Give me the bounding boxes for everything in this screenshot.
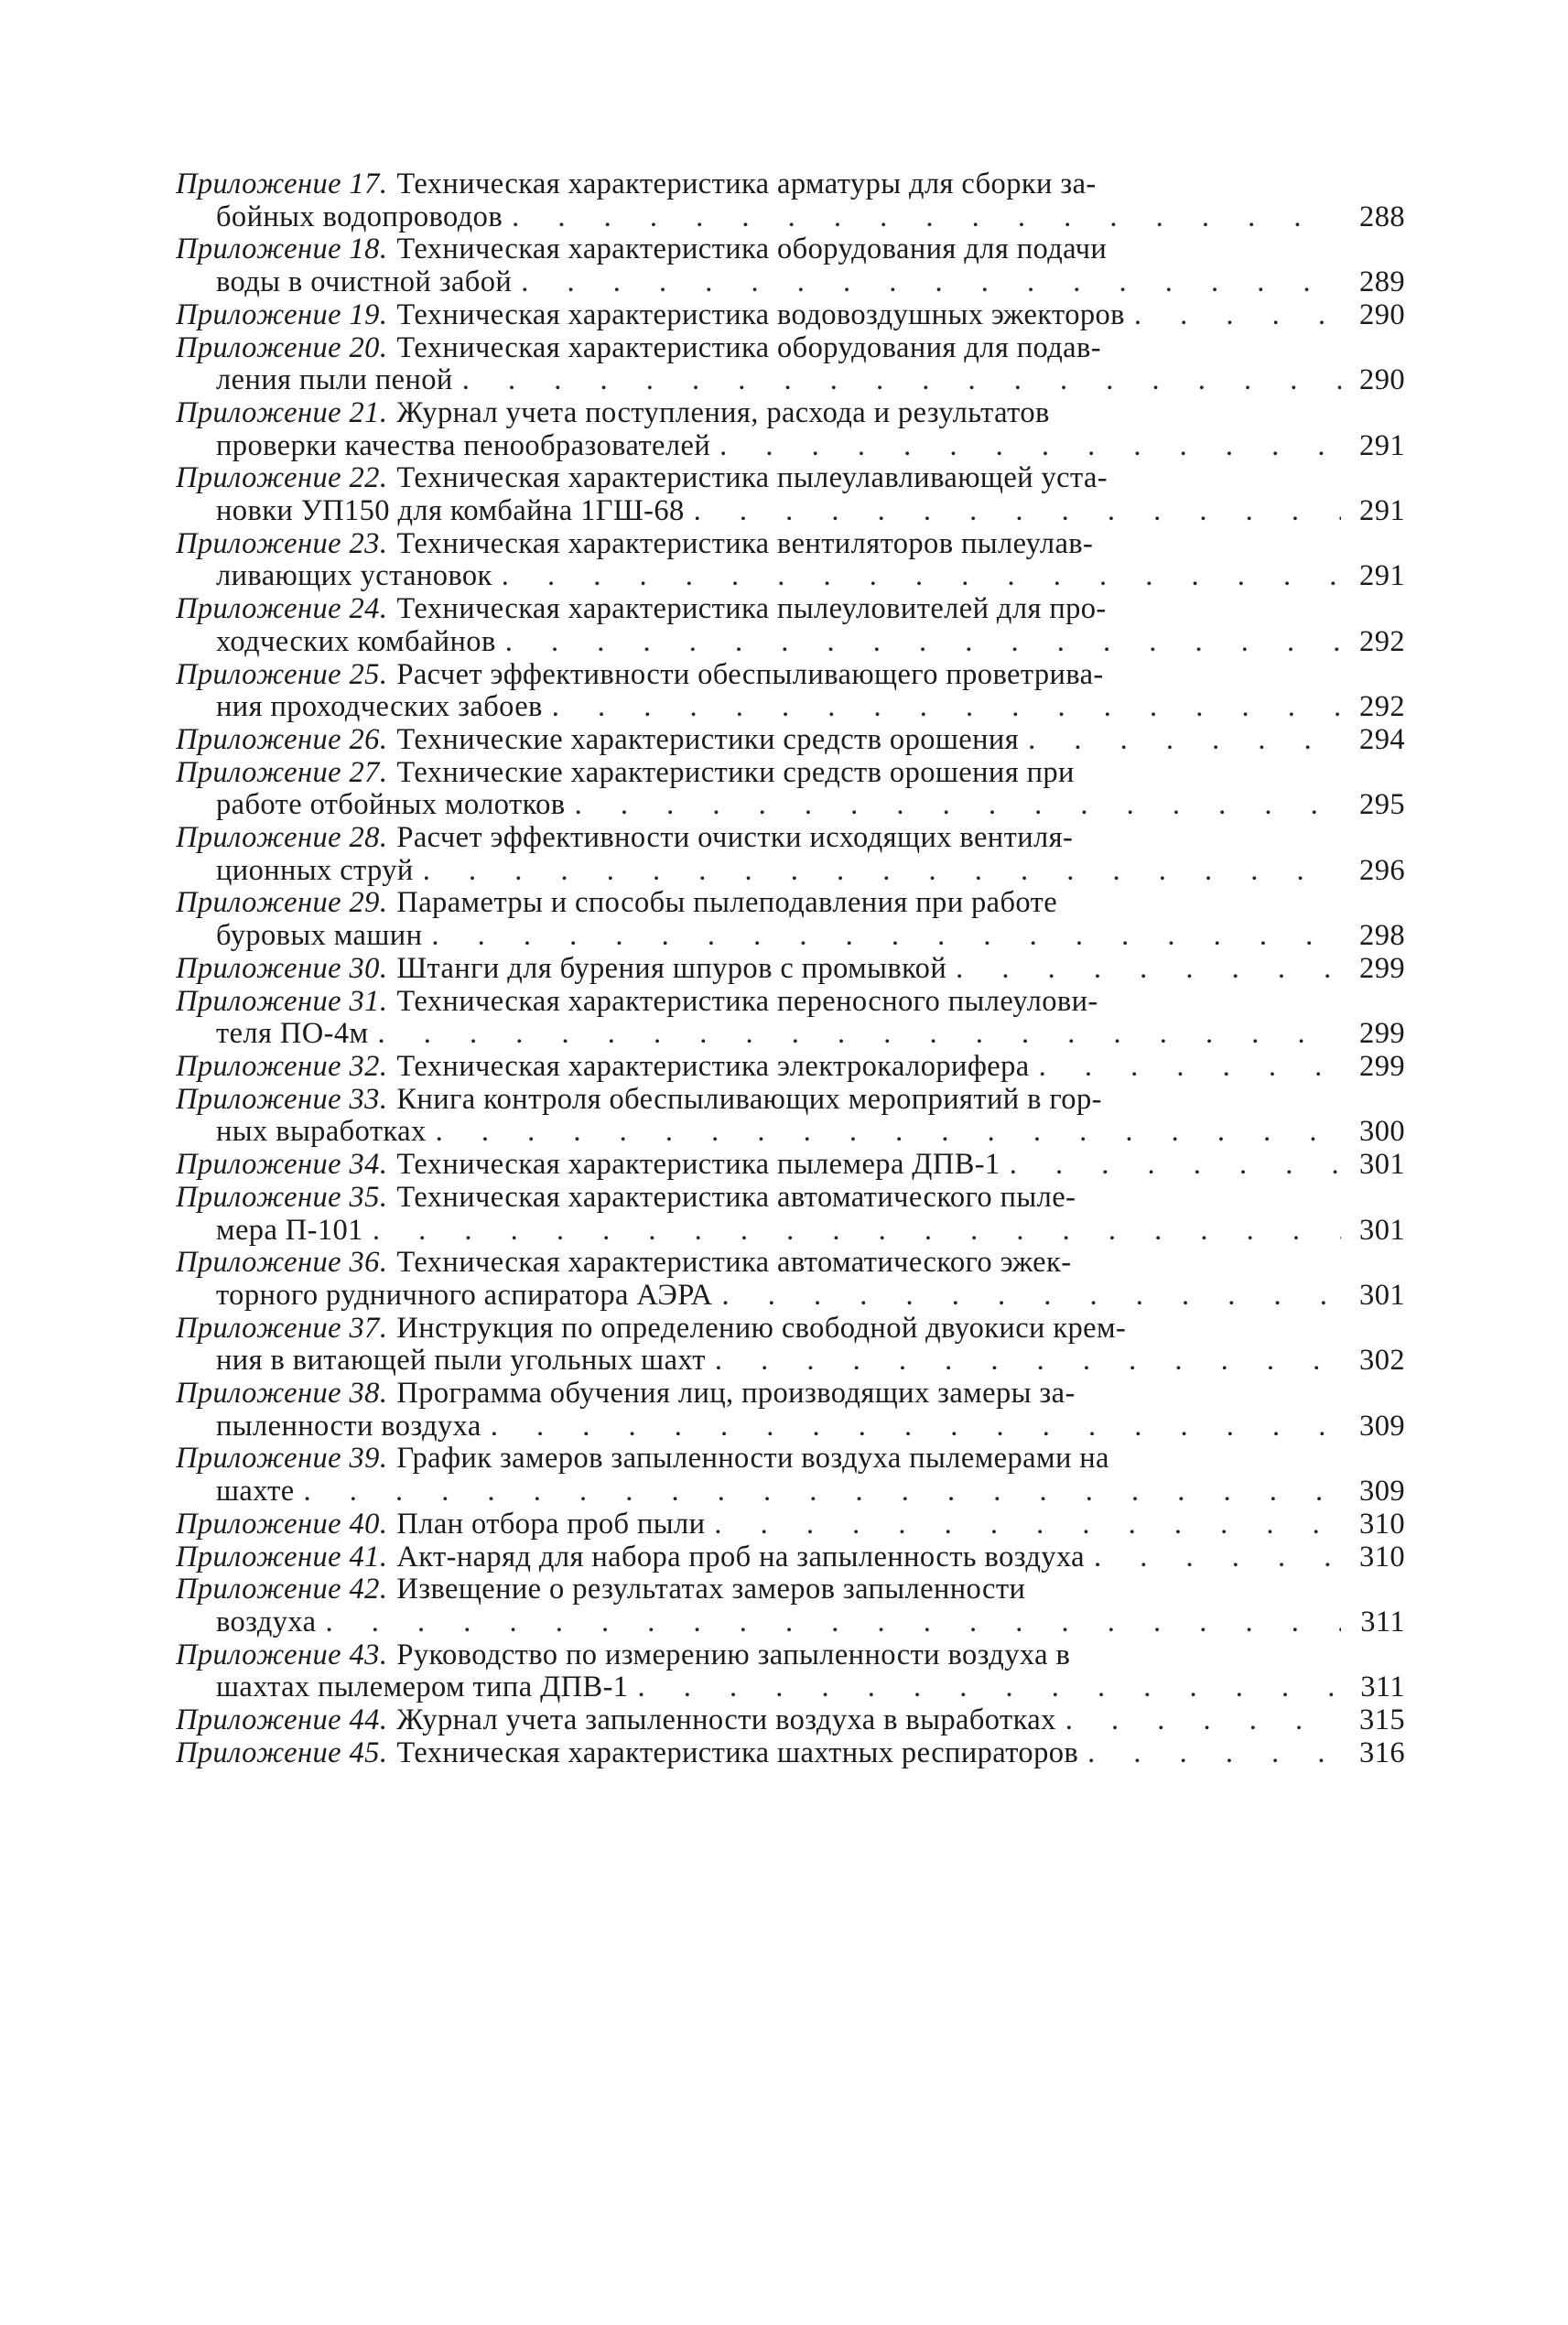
- toc-entry-line: [176, 855, 1405, 888]
- entry-title-continued: работе отбойных молотков: [216, 789, 566, 822]
- entry-title-continued: пыленности воздуха: [216, 1410, 481, 1443]
- dot-leader: [378, 1018, 1342, 1051]
- toc-entry-line: [176, 1737, 1405, 1770]
- dot-leader: [694, 495, 1341, 528]
- toc-entry-line: [176, 953, 1405, 986]
- appendix-label: Приложение 22.: [176, 462, 388, 495]
- toc-entry-line: [176, 299, 1405, 332]
- entry-title-continued: ния в витающей пыли угольных шахт: [216, 1345, 706, 1378]
- toc-entry-line: [176, 1116, 1405, 1149]
- toc-entry-line: [176, 233, 1405, 266]
- dot-leader: [1134, 299, 1341, 332]
- toc-entry-line: [176, 1084, 1405, 1117]
- page-number: 311: [1360, 1671, 1405, 1704]
- page-number: 294: [1359, 723, 1405, 756]
- page-number: 299: [1359, 1050, 1405, 1083]
- toc-entry-line: [176, 1704, 1405, 1737]
- toc-entry-line: [176, 1509, 1405, 1541]
- entry-title: Расчет эффективности очистки исходящих вентиля-: [396, 822, 1074, 855]
- appendix-label: Приложение 23.: [176, 527, 388, 560]
- page-number: 288: [1359, 200, 1405, 233]
- dot-leader: [304, 1476, 1341, 1509]
- dot-leader: [1028, 724, 1341, 757]
- toc-entry-line: [176, 266, 1405, 299]
- toc-entry: [176, 299, 1405, 332]
- page-number: 290: [1359, 364, 1405, 397]
- toc-entry-line: [176, 1606, 1405, 1639]
- appendix-label: Приложение 20.: [176, 331, 388, 364]
- entry-title: Техническая характеристика оборудования для подачи: [396, 233, 1108, 266]
- toc-entry: [176, 332, 1405, 397]
- dot-leader: [431, 920, 1341, 953]
- page-number: 299: [1359, 952, 1405, 985]
- appendix-label: Приложение 30.: [176, 952, 388, 985]
- toc-entry-line: [176, 757, 1405, 790]
- entry-title: Техническая характеристика вентиляторов пылеулав-: [396, 527, 1094, 560]
- entry-title: План отбора проб пыли: [396, 1508, 706, 1541]
- entry-title: Техническая характеристика переносного пылеулови-: [396, 985, 1098, 1018]
- toc-entry-line: [176, 626, 1405, 659]
- toc-entry-line: [176, 1149, 1405, 1182]
- appendix-label: Приложение 18.: [176, 233, 388, 266]
- page-number: 309: [1359, 1410, 1405, 1443]
- appendix-label: Приложение 36.: [176, 1247, 388, 1280]
- entry-title: Акт-наряд для набора проб на запыленность воздуха: [396, 1541, 1086, 1573]
- toc-entry: [176, 887, 1405, 952]
- appendix-label: Приложение 19.: [176, 298, 388, 331]
- entry-title-continued: ных выработках: [216, 1116, 427, 1149]
- entry-title: Техническая характеристика оборудования для подав-: [396, 331, 1101, 364]
- entry-title-continued: ливающих установок: [216, 560, 492, 593]
- appendix-label: Приложение 29.: [176, 887, 388, 920]
- page-number: 296: [1359, 854, 1405, 887]
- entry-title-continued: ходческих комбайнов: [216, 625, 496, 658]
- toc-entry: [176, 724, 1405, 757]
- toc-entry-line: [176, 1345, 1405, 1378]
- toc-entry: [176, 1509, 1405, 1541]
- dot-leader: [373, 1215, 1341, 1248]
- dot-leader: [1039, 1051, 1341, 1084]
- dot-leader: [491, 1411, 1341, 1444]
- entry-title: Журнал учета запыленности воздуха в выработках: [396, 1704, 1056, 1737]
- entry-title-continued: воды в очистной забой: [216, 266, 513, 299]
- entry-title: Штанги для бурения шпуров с промывкой: [396, 952, 947, 985]
- toc-entry-line: [176, 528, 1405, 561]
- toc-entry-line: [176, 560, 1405, 593]
- dot-leader: [1065, 1704, 1341, 1737]
- page-number: 311: [1360, 1606, 1405, 1638]
- toc-entry: [176, 1182, 1405, 1247]
- dot-leader: [325, 1606, 1341, 1639]
- appendix-label: Приложение 43.: [176, 1638, 388, 1671]
- entry-title: Книга контроля обеспыливающих мероприятий в гор-: [396, 1083, 1102, 1116]
- entry-title-continued: ления пыли пеной: [216, 364, 453, 397]
- toc-entry-line: [176, 1313, 1405, 1346]
- page-number: 299: [1359, 1018, 1405, 1051]
- toc-entry: [176, 986, 1405, 1051]
- entry-title-continued: шахтах пылемером типа ДПВ-1: [216, 1671, 629, 1704]
- entry-title-continued: бойных водопроводов: [216, 200, 503, 233]
- toc-entry-line: [176, 822, 1405, 855]
- dot-leader: [436, 1116, 1341, 1149]
- appendix-label: Приложение 31.: [176, 985, 388, 1018]
- page-number: 316: [1359, 1736, 1405, 1769]
- dot-leader: [721, 1280, 1341, 1313]
- toc-entry: [176, 593, 1405, 658]
- toc-entry: [176, 1639, 1405, 1704]
- toc-entry: [176, 1051, 1405, 1084]
- entry-title: Техническая характеристика пылеуловителей для про-: [396, 593, 1107, 626]
- entry-title: Техническая характеристика электрокалорифера: [396, 1050, 1030, 1083]
- toc-entry-line: [176, 364, 1405, 397]
- dot-leader: [1010, 1149, 1341, 1182]
- entry-title-continued: шахте: [216, 1476, 295, 1509]
- page-number: 291: [1359, 560, 1405, 593]
- entry-title: Инструкция по определению свободной двуокиси крем-: [396, 1312, 1127, 1345]
- dot-leader: [423, 855, 1341, 888]
- toc-entry: [176, 1704, 1405, 1737]
- appendix-label: Приложение 32.: [176, 1050, 388, 1083]
- appendix-label: Приложение 34.: [176, 1149, 388, 1182]
- toc-entry-line: [176, 495, 1405, 528]
- entry-title: Техническая характеристика автоматического пыле-: [396, 1181, 1076, 1214]
- toc-entry: [176, 1378, 1405, 1443]
- dot-leader: [1087, 1737, 1341, 1770]
- page-number: 315: [1359, 1704, 1405, 1737]
- entry-title-continued: воздуха: [216, 1606, 317, 1638]
- toc-entry-line: [176, 1639, 1405, 1672]
- dot-leader: [956, 953, 1341, 986]
- entry-title-continued: теля ПО-4м: [216, 1018, 369, 1051]
- entry-title-continued: торного рудничного аспиратора АЭРА: [216, 1279, 713, 1312]
- entry-title: Техническая характеристика водовоздушных эжекторов: [396, 298, 1125, 331]
- entry-title: Техническая характеристика автоматического эжек-: [396, 1247, 1072, 1280]
- dot-leader: [512, 201, 1341, 234]
- entry-title: Техническая характеристика пылемера ДПВ-1: [396, 1149, 1000, 1182]
- entry-title-continued: буровых машин: [216, 920, 423, 953]
- toc-entry: [176, 528, 1405, 593]
- appendix-label: Приложение 28.: [176, 822, 388, 855]
- toc-entry: [176, 397, 1405, 462]
- appendix-label: Приложение 41.: [176, 1541, 388, 1573]
- page-number: 301: [1359, 1214, 1405, 1247]
- page-number: 291: [1359, 429, 1405, 462]
- toc-entry: [176, 233, 1405, 298]
- entry-title: Параметры и способы пылеподавления при работе: [396, 887, 1058, 920]
- toc-entry: [176, 953, 1405, 986]
- entry-title-continued: проверки качества пенообразователей: [216, 429, 711, 462]
- toc-entry-line: [176, 1182, 1405, 1215]
- appendix-label: Приложение 24.: [176, 593, 388, 626]
- toc-entry: [176, 757, 1405, 822]
- page-number: 301: [1359, 1149, 1405, 1182]
- toc-entry: [176, 1084, 1405, 1149]
- toc-entry: [176, 462, 1405, 527]
- page-number: 292: [1359, 625, 1405, 658]
- entry-title: Технические характеристики средств орошения: [396, 723, 1020, 756]
- dot-leader: [521, 266, 1341, 299]
- dot-leader: [575, 789, 1341, 822]
- page-number: 310: [1359, 1541, 1405, 1573]
- toc-entry-line: [176, 1378, 1405, 1411]
- toc-entry-line: [176, 659, 1405, 692]
- toc-entry-line: [176, 986, 1405, 1019]
- appendix-label: Приложение 25.: [176, 658, 388, 691]
- dot-leader: [1094, 1541, 1341, 1574]
- entry-title: Руководство по измерению запыленности воздуха в: [396, 1638, 1071, 1671]
- entry-title: Извещение о результатах замеров запыленности: [396, 1573, 1026, 1606]
- toc-entry-line: [176, 332, 1405, 365]
- toc-entry: [176, 1443, 1405, 1508]
- toc-entry: [176, 1541, 1405, 1574]
- page-number: 292: [1359, 691, 1405, 724]
- toc-entry-line: [176, 1247, 1405, 1280]
- toc-entry: [176, 1313, 1405, 1378]
- dot-leader: [637, 1671, 1341, 1704]
- dot-leader: [714, 1509, 1341, 1541]
- entry-title: Техническая характеристика пылеулавливающей уста-: [396, 462, 1108, 495]
- toc-entry-line: [176, 593, 1405, 626]
- entry-title: Расчет эффективности обеспыливающего проветрива-: [396, 658, 1104, 691]
- page-number: 290: [1359, 298, 1405, 331]
- toc-entry: [176, 1737, 1405, 1770]
- appendix-label: Приложение 38.: [176, 1378, 388, 1411]
- entry-title: Техническая характеристика арматуры для сборки за-: [396, 168, 1097, 200]
- page-number: 301: [1359, 1279, 1405, 1312]
- toc-entry-line: [176, 691, 1405, 724]
- page-number: 302: [1359, 1345, 1405, 1378]
- toc-entry: [176, 1573, 1405, 1638]
- appendix-label: Приложение 42.: [176, 1573, 388, 1606]
- toc-entry: [176, 822, 1405, 887]
- dot-leader: [462, 364, 1341, 397]
- dot-leader: [505, 626, 1341, 659]
- entry-title-continued: мера П-101: [216, 1214, 363, 1247]
- entry-title-continued: новки УП150 для комбайна 1ГШ-68: [216, 495, 685, 528]
- toc-entry-line: [176, 1573, 1405, 1606]
- appendix-label: Приложение 44.: [176, 1704, 388, 1737]
- toc-entry: [176, 168, 1405, 233]
- entry-title-continued: ния проходческих забоев: [216, 691, 543, 724]
- toc-entry-line: [176, 887, 1405, 920]
- toc-entry: [176, 1247, 1405, 1312]
- toc-entry-line: [176, 168, 1405, 201]
- entry-title: Журнал учета поступления, расхода и результатов: [396, 396, 1050, 429]
- appendix-label: Приложение 17.: [176, 168, 388, 200]
- appendix-label: Приложение 39.: [176, 1443, 388, 1476]
- toc-entry: [176, 1149, 1405, 1182]
- page-number: 289: [1359, 266, 1405, 299]
- toc-entry-line: [176, 1215, 1405, 1248]
- appendix-label: Приложение 40.: [176, 1508, 388, 1541]
- page-number: 300: [1359, 1116, 1405, 1149]
- toc-entry-line: [176, 1018, 1405, 1051]
- page-number: 295: [1359, 789, 1405, 822]
- toc-entry-line: [176, 397, 1405, 430]
- toc-entry-line: [176, 1541, 1405, 1574]
- table-of-contents: [176, 168, 1405, 1769]
- appendix-label: Приложение 27.: [176, 756, 388, 789]
- toc-entry-line: [176, 724, 1405, 757]
- dot-leader: [715, 1345, 1341, 1378]
- page-number: 309: [1359, 1476, 1405, 1509]
- appendix-label: Приложение 35.: [176, 1181, 388, 1214]
- entry-title: График замеров запыленности воздуха пылемерами на: [396, 1443, 1109, 1476]
- toc-entry-line: [176, 920, 1405, 953]
- appendix-label: Приложение 33.: [176, 1083, 388, 1116]
- toc-entry-line: [176, 1280, 1405, 1313]
- toc-entry-line: [176, 1443, 1405, 1476]
- entry-title-continued: ционных струй: [216, 854, 414, 887]
- appendix-label: Приложение 45.: [176, 1736, 388, 1769]
- toc-entry-line: [176, 1476, 1405, 1509]
- toc-entry-line: [176, 462, 1405, 495]
- entry-title: Технические характеристики средств орошения при: [396, 756, 1075, 789]
- toc-entry-line: [176, 789, 1405, 822]
- dot-leader: [552, 691, 1341, 724]
- toc-entry-line: [176, 430, 1405, 463]
- toc-entry-line: [176, 1411, 1405, 1444]
- toc-entry: [176, 659, 1405, 724]
- appendix-label: Приложение 26.: [176, 723, 388, 756]
- toc-entry-line: [176, 1051, 1405, 1084]
- appendix-label: Приложение 21.: [176, 396, 388, 429]
- dot-leader: [502, 560, 1341, 593]
- page-number: 310: [1359, 1508, 1405, 1541]
- entry-title: Программа обучения лиц, производящих замеры за-: [396, 1378, 1076, 1411]
- page-number: 298: [1359, 920, 1405, 953]
- appendix-label: Приложение 37.: [176, 1312, 388, 1345]
- toc-entry-line: [176, 201, 1405, 234]
- toc-entry-line: [176, 1671, 1405, 1704]
- page-number: 291: [1359, 495, 1405, 528]
- dot-leader: [719, 430, 1341, 463]
- entry-title: Техническая характеристика шахтных респираторов: [396, 1736, 1079, 1769]
